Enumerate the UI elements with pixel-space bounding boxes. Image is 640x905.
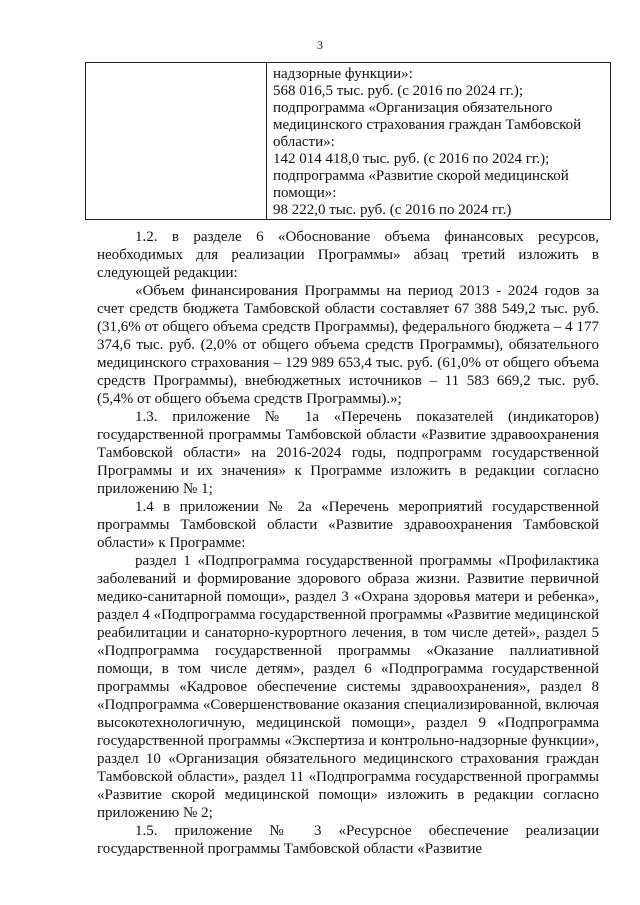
table-cell-line: помощи»: <box>273 185 337 201</box>
paragraph-1-2-quote: «Объем финансирования Программы на период 2013 - 2024 годов за счет средств бюджета Тамбовской области составляет 67 388 549,2 тыс. руб. (31,6% от общего объема средств Программы), федерального бюджета – 4 177 374,6 тыс. руб. (2,0% от общего объема средств Программы), обязательного медицинского страхования – 129 989 653,4 тыс. руб. (61,0% от общего объема средств Программы), внебюджетных источников – 11 583 669,2 тыс. руб. (5,4% от общего объема средств Программы).»; <box>97 283 599 407</box>
paragraph-1-4-sections: раздел 1 «Подпрограмма государственной программы «Профилактика заболеваний и формирование здорового образа жизни. Развитие первичной медико-санитарной помощи», раздел 3 «Охрана здоровья матери и ребенка», раздел 4 «Подпрограмма государственной программы «Развитие медицинской реабилитации и санаторно-курортного лечения, в том числе детей», раздел 5 «Подпрограмма государственной программы «Оказание паллиативной помощи, в том числе детям», раздел 6 «Подпрограмма государственной программы «Кадровое обеспечение системы здравоохранения», раздел 8 «Подпрограмма «Совершенствование оказания специализированной, включая высокотехнологичную, медицинской помощи», раздел 9 «Подпрограмма государственной программы «Экспертиза и контрольно-надзорные функции», раздел 10 «Организация обязательного медицинского страхования граждан Тамбовской области», раздел 11 «Подпрограмма государственной программы «Развитие скорой медицинской помощи» изложить в редакции согласно приложению № 2; <box>97 553 599 821</box>
table-cell-line: медицинского страхования граждан Тамбовской <box>273 117 582 133</box>
page-number: 3 <box>317 38 323 52</box>
table-cell-line: области»: <box>273 134 335 150</box>
document-body <box>97 228 599 858</box>
paragraph-1-2: 1.2. в разделе 6 «Обоснование объема финансовых ресурсов, необходимых для реализации Программы» абзац третий изложить в следующей редакции: <box>97 229 599 281</box>
paragraph-1-4: 1.4 в приложении № 2а «Перечень мероприятий государственной программы Тамбовской области «Развитие здравоохранения Тамбовской области» к Программе: <box>97 499 599 551</box>
table-column-divider <box>266 63 267 219</box>
table-cell-line: 98 222,0 тыс. руб. (с 2016 по 2024 гг.) <box>273 202 512 218</box>
table-cell-line: подпрограмма «Развитие скорой медицинской <box>273 168 569 184</box>
table-cell-line: 142 014 418,0 тыс. руб. (с 2016 по 2024 гг.); <box>273 151 550 167</box>
funding-table <box>85 62 611 220</box>
table-cell-line: надзорные функции»: <box>273 66 413 82</box>
paragraph-1-5: 1.5. приложение № 3 «Ресурсное обеспечение реализации государственной программы Тамбовской области «Развитие <box>97 823 599 857</box>
table-cell-line: подпрограмма «Организация обязательного <box>273 100 553 116</box>
paragraph-1-3: 1.3. приложение № 1а «Перечень показателей (индикаторов) государственной программы Тамбовской области «Развитие здравоохранения Тамбовской области» на 2016-2024 годы, подпрограмм государственной Программы и их значения» к Программе изложить в редакции согласно приложению № 1; <box>97 409 599 497</box>
table-cell-funding <box>273 66 604 219</box>
table-cell-line: 568 016,5 тыс. руб. (с 2016 по 2024 гг.); <box>273 83 523 99</box>
